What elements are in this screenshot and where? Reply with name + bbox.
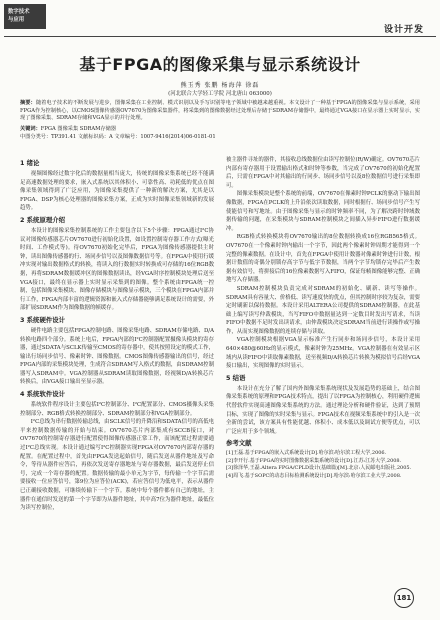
authors: 熊玉秀 张鹏 杨海萍 徐磊 [180,82,260,89]
section-heading: 3 系统硬件设计 [20,315,66,324]
paragraph: 视频图像经过数字化后的数据量相当庞大，传统的图像采集系统已经不能满足高速数据处理的要求，嵌入式系统以其体积小、可靠性高、功耗低的优点在图像采集领域得到了广泛应用，为图像采集提供了一种新的解决方案，尤其是以FPGA、DSP为核心处理器的图像采集方案，正成为实时图像采集领域新的发展趋势。 [20,171,214,212]
left-column [20,156,214,604]
journal-name-box [4,4,46,29]
keywords-text: FPGA 图像采集 SDRAM存储器 [40,126,117,132]
paragraph: 被主器件寻址的器件，其接收总线数据位由读写控制位(R/W)确定。OV7670芯片内部有寄存器用于设置输出格式和时钟等参数，当完成了OV7670的初始化配置后，只需在FPGA中对其输出的行同步、场同步信号以及8位数据信号进行采集即可。 [226,157,420,189]
abstract-label: 摘要： [20,100,36,106]
paragraph: RGB格式转换模块将OV7670输出的8位数据转换成16位RGB565格式。OV7670在一个像素时钟内输出一个字节，因此两个像素时钟周期才能得到一个完整的像素数据。在设计中，首先在FPGA中使用计数器对像素时钟进行计数，根据计数值的奇偶分别锁存高字节与低字节数据，当两个字节均锁存完毕后产生数据有效信号，将拼接后的16位像素数据写入FIFO，保证每帧图像能够完整、正确地写入存储器。 [226,234,420,284]
abstract-text: 随着电子技术的不断发展与进步，图像采集在工业控制、模式识别以及手写识别等电子领域中被越来越重视。本文设计了一种基于FPGA的图像采集与显示系统，采用FPGA作为控制核心，以CMOS图像传感器OV7670为图像采集器件，将采集到的图像数据经过处理后存储于SDRAM存储器中，最终通过VGA接口在显示器上实时显示，实现了图像采集、SDRAM存储和VGA显示的并行处理。 [20,100,420,122]
section-heading: 1 绪论 [20,159,40,167]
paragraph: 图像采集模块是整个系统的前端，OV7670在像素时钟PCLK的驱动下输出图像数据，FPGA在PCLK的上升沿依次读取数据，同时根据行、场同步信号产生写使能信号和写地址。由于图像采集与显示的时钟频率不同，为了解决跨时钟域数据传输的问题，在采集模块与SDRAM控制模块之间插入异步FIFO进行数据缓冲。 [226,191,420,232]
section-heading: 2 系统原理介绍 [20,215,66,224]
paragraph: VGA控制模块根据VGA显示标准产生行同步和场同步信号，本设计采用640×480@60Hz的显示模式，像素时钟为25MHz。VGA控制器在有效显示区域内从读FIFO中读取像素数据，送至视频D/A转换芯片转换为模拟信号后经VGA接口输出，实现图像的实时显示。 [226,337,420,370]
abstract [20,100,420,123]
references [226,439,420,480]
section-label: 设计开发 [383,25,424,35]
journal-name-line1: 数字技术 [8,9,30,15]
reference-item: [2]李开行.基于FPGA的实时图像数据采集系统的设计[D].江苏:江苏大学,2008. [226,457,402,464]
paragraph: 本设计的图像采集控制系统的工作主要包含以下5个步骤：FPGA通过I²C协议对图像传感器芯片OV7670进行初始化设置，如设置控制寄存器工作方式(曝光时间、工作模式等)。待OV7670初始化完毕后，FPGA为图像传感器提供主时钟，读出图像传感器的行、场同步信号以及图像数据信号等。在FPGA中使用行缓冲实现对输出数据格式的转换，将读入的行数据实时转换成可存储的16位RGB数据，再将SDRAM数据缓冲区的图像数据读出，经VGA时序控制模块处理后送至VGA接口，最终在显示器上实时显示采集到的图像。整个系统由FPGA统一控制，包括图像采集模块、图像存储模块与图像显示模块，三个模块在FPGA内部并行工作，FPGA内部丰富的逻辑资源和嵌入式存储器能够满足系统设计的需要，外部扩展SDRAM作为图像数据的帧缓存。 [20,227,214,312]
section-heading: 5 结语 [226,373,246,382]
section-heading: 4 系统软件设计 [20,390,66,399]
paragraph: 系统软件程序设计主要包括I²C控制部分、I²C配置部分、CMOS摄像头采集控制部分、RGB格式转换控制部分、SDRAM控制部分和VGA控制部分。 [20,402,214,417]
keywords [20,126,420,134]
reference-item: [3]徐泽华,王磊.Altera FPGA/CPLD设计(基础篇)[M].北京:人民邮电出版社,2005. [226,465,412,472]
page-number: 181 [394,588,414,608]
paragraph: 硬件电路主要包括FPGA控制电路、图像采集电路、SDRAM存储电路、D/A转换电路四个部分。系统上电后，FPGA内部的I²C控制器配置摄像头模块的寄存器，通过SDATA与SCLK传输至CMOS的寄存器中，使其按照设定的模式工作，输出行场同步信号、像素时钟、图像数据。CMOS图像传感器输出的信号，经过FPGA内部的采集模块处理，生成符合SDRAM写入格式的数据，由SDRAM控制器写入SDRAM中。VGA控制器从SDRAM读取图像数据，经视频D/A转换芯片转换后，由VGA接口输出至显示器。 [20,327,214,386]
classification-line: 中图分类号：TP391.41 文献标识码：A 文章编号：1007-9416(2014)06-0181-01 [20,134,216,140]
references-heading: 参考文献 [226,439,252,448]
paragraph: I²C总线为串行数据传输总线，由SCLK信号的升降沿和SDATA信号的高低电平来控制数据传输的开始与结束。OV7670芯片内部集成有SCCB接口，对OV7670的控制寄存器进行配置使得图像传感器正常工作，而该配置过程需要通过I²C总线实现。本设计通过编写I²C控制器实现FPGA对OV7670内部寄存器的配置。在配置过程中，首先由FPGA发送起始信号，随后发送从器件地址及写命令，等待从器件应答后，再依次发送寄存器地址与寄存器数据，最后发送停止信号，完成一个寄存器的配置。数据传输的最小单元为字节，每传输一个字节后需要接收一位应答信号，第9位为应答位(ACK)，若应答信号为低电平，表示从器件已正确接收数据，可继续传输下一个字节。系统中每个器件都有自己的地址，主器件在通信时发送的第一个字节即为从器件地址，其中高7位为器件地址，最低位为读写控制位， [20,419,214,512]
reference-item: [1]王磊.基于FPGA的嵌入式系统设计[D].哈尔滨:哈尔滨工程大学,2006. [226,450,387,457]
affiliation: (河北联合大学轻工学院 河北唐山 063000) [168,91,272,97]
keywords-label: 关键词： [20,126,41,132]
paper-title: 基于FPGA的图像采集与显示系统设计 [79,55,361,74]
paragraph: SDRAM控制模块负责完成对SDRAM的初始化、刷新、读写等操作。SDRAM具有容量大、价格低、读写速度快的优点，但其控制时序较为复杂，需要定时刷新以保持数据。本设计采用ALTERA公司提供的SDRAM控制器，在此基础上编写读写仲裁模块，当写FIFO中数据量达到一定数目时发出写请求，当读FIFO中数据不足时发出读请求，由仲裁模块决定SDRAM当前进行读操作或写操作，从而实现图像数据的连续存储与读取。 [226,285,420,335]
header-rule [4,36,436,37]
reference-item: [4]周飞.基于SOPC的动态目标检测系统设计[D].哈尔滨:哈尔滨工业大学,2008. [226,472,402,479]
right-column [226,156,420,584]
paragraph: 本设计在充分了解了国内外图像采集系统现状及发展趋势的基础上，结合图像采集系统的原理和FPGA技术特点，提出了以FPGA为控制核心，利用硬件逻辑代替软件实现高速图像采集系统的方法。通过理论分析和硬件验证，达到了预期目标，实现了图像的实时采集与显示。FPGA技术在视频采集系统中的引入是一次全新的尝试，该方案具有性能优越、体积小、成本低以及调试方便等优点，可以广泛应用于多个领域。 [226,385,420,435]
journal-name-line2: 与应用 [8,17,25,23]
